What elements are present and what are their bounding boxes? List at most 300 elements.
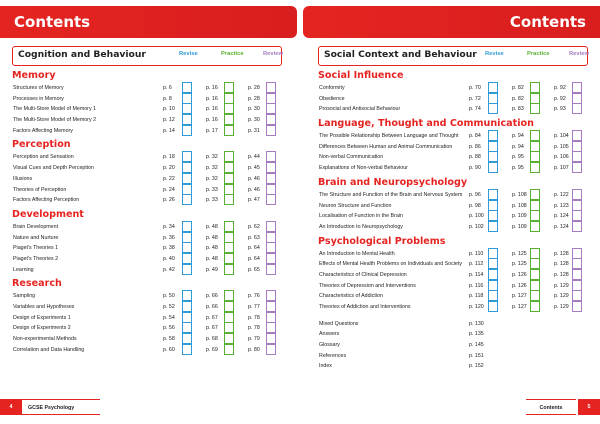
topic-name: Neuron Structure and Function <box>319 202 392 209</box>
review-page: p. 122 <box>554 191 569 198</box>
topic-heading: Memory <box>12 70 56 81</box>
review-checkbox[interactable] <box>266 194 276 205</box>
toc-row <box>12 302 282 313</box>
practice-checkbox[interactable] <box>530 210 540 221</box>
revise-page: p. 74 <box>469 106 481 113</box>
practice-checkbox[interactable] <box>530 280 540 291</box>
review-page: p. 107 <box>554 165 569 172</box>
extras-row <box>318 351 588 362</box>
practice-checkbox[interactable] <box>530 162 540 173</box>
practice-page: p. 94 <box>512 143 524 150</box>
practice-checkbox[interactable] <box>530 221 540 232</box>
practice-page: p. 83 <box>512 106 524 113</box>
review-checkbox[interactable] <box>266 184 276 195</box>
extras-page: p. 151 <box>469 352 484 359</box>
practice-page: p. 95 <box>512 165 524 172</box>
page-title-right: Contents <box>303 6 600 38</box>
revise-page: p. 14 <box>163 127 175 134</box>
practice-page: p. 68 <box>206 336 218 343</box>
revise-checkbox[interactable] <box>488 269 498 280</box>
review-checkbox[interactable] <box>572 280 582 291</box>
topic-name: Visual Cues and Depth Perception <box>13 165 94 172</box>
revise-checkbox[interactable] <box>182 151 192 162</box>
review-page: p. 129 <box>554 293 569 300</box>
review-page: p. 44 <box>248 154 260 161</box>
review-checkbox[interactable] <box>572 189 582 200</box>
revise-checkbox[interactable] <box>182 103 192 114</box>
revise-checkbox[interactable] <box>182 114 192 125</box>
review-checkbox[interactable] <box>572 248 582 259</box>
revise-page: p. 42 <box>163 266 175 273</box>
topic-heading: Perception <box>12 139 71 151</box>
practice-checkbox[interactable] <box>224 221 234 232</box>
review-checkbox[interactable] <box>266 242 276 253</box>
toc-row <box>12 345 282 356</box>
toc-row <box>12 313 282 324</box>
revise-page: p. 58 <box>163 336 175 343</box>
practice-checkbox[interactable] <box>224 344 234 355</box>
revise-page: p. 120 <box>469 304 484 310</box>
topic-name: Characteristics of Addiction <box>319 293 383 300</box>
review-page: p. 28 <box>248 85 260 91</box>
extras-name: Index <box>319 363 332 370</box>
practice-page: p. 66 <box>206 304 218 310</box>
toc-row <box>318 281 588 292</box>
review-checkbox[interactable] <box>266 312 276 323</box>
revise-checkbox[interactable] <box>488 162 498 173</box>
revise-page: p. 38 <box>163 245 175 252</box>
practice-page: p. 33 <box>206 197 218 204</box>
revise-checkbox[interactable] <box>488 151 498 162</box>
revise-checkbox[interactable] <box>182 253 192 264</box>
revise-page: p. 56 <box>163 325 175 332</box>
revise-header: Revise <box>485 51 504 57</box>
topic-name: Obedience <box>319 95 345 102</box>
topic-name: Sampling <box>13 293 36 300</box>
revise-checkbox[interactable] <box>182 312 192 323</box>
review-checkbox[interactable] <box>266 151 276 162</box>
topic-name: Theories of Depression and Interventions <box>319 282 416 289</box>
footer-label: GCSE Psychology <box>28 405 75 411</box>
review-checkbox[interactable] <box>266 82 276 93</box>
review-checkbox[interactable] <box>572 151 582 162</box>
revise-page: p. 88 <box>469 154 481 161</box>
practice-page: p. 32 <box>206 175 218 182</box>
toc-row <box>318 163 588 174</box>
review-checkbox[interactable] <box>266 93 276 104</box>
revise-checkbox[interactable] <box>182 125 192 136</box>
revise-page: p. 110 <box>469 250 484 257</box>
revise-page: p. 26 <box>163 197 175 204</box>
revise-page: p. 20 <box>163 165 175 172</box>
review-page: p. 128 <box>554 261 569 268</box>
revise-page: p. 70 <box>469 85 481 91</box>
section-title: Cognition and Behaviour <box>18 49 146 60</box>
review-page: p. 46 <box>248 175 260 182</box>
revise-page: p. 10 <box>163 106 175 113</box>
toc-row <box>318 222 588 233</box>
practice-checkbox[interactable] <box>530 130 540 141</box>
practice-page: p. 95 <box>512 154 524 161</box>
topic-name: Perception and Sensation <box>13 154 74 161</box>
revise-checkbox[interactable] <box>488 130 498 141</box>
review-page: p. 105 <box>554 143 569 150</box>
review-checkbox[interactable] <box>572 200 582 211</box>
review-page: p. 31 <box>248 127 260 134</box>
extras-page: p. 152 <box>469 363 484 370</box>
review-checkbox[interactable] <box>572 221 582 232</box>
practice-checkbox[interactable] <box>530 151 540 162</box>
review-page: p. 124 <box>554 223 569 230</box>
practice-page: p. 33 <box>206 186 218 193</box>
review-page: p. 129 <box>554 304 569 310</box>
review-checkbox[interactable] <box>572 269 582 280</box>
review-checkbox[interactable] <box>266 103 276 114</box>
review-page: p. 79 <box>248 336 260 343</box>
revise-checkbox[interactable] <box>488 248 498 259</box>
review-checkbox[interactable] <box>266 344 276 355</box>
extras-row <box>318 319 588 330</box>
revise-checkbox[interactable] <box>488 200 498 211</box>
topic-heading: Language, Thought and Communication <box>318 118 534 130</box>
review-checkbox[interactable] <box>572 103 582 114</box>
revise-page: p. 12 <box>163 117 175 124</box>
revise-page: p. 118 <box>469 293 484 300</box>
section-header-cognition <box>12 46 282 66</box>
section-header-social <box>318 46 588 66</box>
toc-row <box>318 270 588 281</box>
practice-header: Practice <box>221 51 244 57</box>
extras-row <box>318 340 588 351</box>
revise-page: p. 84 <box>469 133 481 140</box>
revise-page: p. 60 <box>163 346 175 353</box>
revise-checkbox[interactable] <box>182 82 192 93</box>
toc-row <box>12 185 282 196</box>
extras-name: References <box>319 352 347 359</box>
revise-checkbox[interactable] <box>488 290 498 301</box>
practice-header: Practice <box>527 51 550 57</box>
practice-checkbox[interactable] <box>530 290 540 301</box>
revise-checkbox[interactable] <box>488 93 498 104</box>
review-page: p. 30 <box>248 106 260 113</box>
revise-checkbox[interactable] <box>488 141 498 152</box>
practice-page: p. 108 <box>512 191 527 198</box>
revise-checkbox[interactable] <box>182 162 192 173</box>
practice-checkbox[interactable] <box>224 82 234 93</box>
toc-row <box>12 334 282 345</box>
revise-checkbox[interactable] <box>182 173 192 184</box>
review-checkbox[interactable] <box>266 125 276 136</box>
revise-checkbox[interactable] <box>488 258 498 269</box>
footer-left <box>0 399 100 415</box>
topic-name: An Introduction to Neuropsychology <box>319 223 403 230</box>
revise-page: p. 8 <box>163 95 172 102</box>
revise-checkbox[interactable] <box>182 242 192 253</box>
toc-row <box>12 94 282 105</box>
review-checkbox[interactable] <box>572 130 582 141</box>
extras-page: p. 130 <box>469 320 484 327</box>
practice-page: p. 32 <box>206 165 218 172</box>
practice-checkbox[interactable] <box>224 301 234 312</box>
revise-checkbox[interactable] <box>182 322 192 333</box>
practice-page: p. 49 <box>206 266 218 273</box>
practice-checkbox[interactable] <box>224 173 234 184</box>
toc-row <box>318 201 588 212</box>
revise-checkbox[interactable] <box>488 280 498 291</box>
revise-page: p. 116 <box>469 282 484 289</box>
revise-checkbox[interactable] <box>488 301 498 312</box>
revise-checkbox[interactable] <box>182 344 192 355</box>
topic-name: Brain Development <box>13 223 59 230</box>
topic-name: Piaget's Theories 1 <box>13 245 59 252</box>
review-page: p. 92 <box>554 95 566 102</box>
revise-checkbox[interactable] <box>182 301 192 312</box>
toc-row <box>12 104 282 115</box>
right-column <box>318 46 588 372</box>
practice-checkbox[interactable] <box>224 151 234 162</box>
review-checkbox[interactable] <box>572 258 582 269</box>
revise-header: Revise <box>179 51 198 57</box>
practice-page: p. 108 <box>512 202 527 209</box>
review-header: Review <box>569 51 589 57</box>
practice-checkbox[interactable] <box>224 103 234 114</box>
review-checkbox[interactable] <box>266 333 276 344</box>
practice-checkbox[interactable] <box>530 103 540 114</box>
topic-name: Effects of Mental Health Problems on Individuals and Society <box>319 261 462 268</box>
revise-checkbox[interactable] <box>182 194 192 205</box>
extras-page: p. 135 <box>469 331 484 338</box>
practice-checkbox[interactable] <box>530 141 540 152</box>
practice-checkbox[interactable] <box>224 125 234 136</box>
practice-page: p. 66 <box>206 293 218 300</box>
topic-name: Conformity <box>319 85 345 91</box>
revise-checkbox[interactable] <box>182 333 192 344</box>
practice-page: p. 48 <box>206 234 218 241</box>
topic-name: Nature and Nurture <box>13 234 59 241</box>
review-page: p. 28 <box>248 95 260 102</box>
extras-page: p. 145 <box>469 342 484 349</box>
practice-checkbox[interactable] <box>530 200 540 211</box>
toc-row <box>12 243 282 254</box>
practice-checkbox[interactable] <box>530 258 540 269</box>
extras-row <box>318 329 588 340</box>
practice-page: p. 67 <box>206 325 218 332</box>
topic-name: The Multi-Store Model of Memory 2 <box>13 117 97 124</box>
revise-checkbox[interactable] <box>182 264 192 275</box>
review-page: p. 80 <box>248 346 260 353</box>
practice-page: p. 16 <box>206 85 218 91</box>
revise-page: p. 96 <box>469 191 481 198</box>
revise-checkbox[interactable] <box>182 221 192 232</box>
review-checkbox[interactable] <box>572 141 582 152</box>
practice-page: p. 48 <box>206 245 218 252</box>
review-page: p. 30 <box>248 117 260 124</box>
practice-page: p. 126 <box>512 271 527 278</box>
revise-checkbox[interactable] <box>488 82 498 93</box>
revise-checkbox[interactable] <box>182 93 192 104</box>
toc-row <box>318 249 588 260</box>
practice-page: p. 48 <box>206 223 218 230</box>
toc-row <box>318 83 588 94</box>
revise-page: p. 114 <box>469 271 484 278</box>
practice-page: p. 32 <box>206 154 218 161</box>
practice-page: p. 16 <box>206 117 218 124</box>
practice-checkbox[interactable] <box>530 301 540 312</box>
practice-page: p. 125 <box>512 250 527 257</box>
toc-row <box>318 302 588 313</box>
toc-row <box>12 233 282 244</box>
practice-page: p. 82 <box>512 95 524 102</box>
revise-checkbox[interactable] <box>488 210 498 221</box>
revise-checkbox[interactable] <box>182 290 192 301</box>
review-checkbox[interactable] <box>572 301 582 312</box>
toc-row <box>12 174 282 185</box>
practice-page: p. 48 <box>206 255 218 262</box>
practice-checkbox[interactable] <box>224 162 234 173</box>
topic-name: Theories of Perception <box>13 186 67 193</box>
revise-page: p. 40 <box>163 255 175 262</box>
review-page: p. 77 <box>248 304 260 310</box>
review-page: p. 92 <box>554 85 566 91</box>
practice-checkbox[interactable] <box>224 232 234 243</box>
footer-label: Contents <box>526 399 576 415</box>
topic-name: Prosocial and Antisocial Behaviour <box>319 106 401 113</box>
toc-row <box>318 211 588 222</box>
practice-page: p. 125 <box>512 261 527 268</box>
practice-checkbox[interactable] <box>224 194 234 205</box>
topic-name: An Introduction to Mental Health <box>319 250 395 257</box>
review-checkbox[interactable] <box>572 93 582 104</box>
review-checkbox[interactable] <box>266 162 276 173</box>
practice-checkbox[interactable] <box>224 114 234 125</box>
revise-page: p. 50 <box>163 293 175 300</box>
toc-row <box>12 265 282 276</box>
toc-row <box>12 254 282 265</box>
practice-checkbox[interactable] <box>224 93 234 104</box>
revise-checkbox[interactable] <box>182 232 192 243</box>
review-page: p. 128 <box>554 250 569 257</box>
toc-row <box>318 94 588 105</box>
topic-name: Differences Between Human and Animal Communication <box>319 143 453 150</box>
footer-right <box>526 399 600 415</box>
toc-row <box>12 291 282 302</box>
review-checkbox[interactable] <box>572 82 582 93</box>
practice-page: p. 67 <box>206 314 218 321</box>
review-page: p. 46 <box>248 186 260 193</box>
toc-row <box>12 323 282 334</box>
practice-checkbox[interactable] <box>224 290 234 301</box>
topic-name: Variables and Hypotheses <box>13 304 75 310</box>
toc-row <box>318 259 588 270</box>
review-page: p. 64 <box>248 245 260 252</box>
toc-row <box>318 152 588 163</box>
right-topic-list <box>318 69 588 313</box>
revise-page: p. 90 <box>469 165 481 172</box>
topic-name: The Multi-Store Model of Memory 1 <box>13 106 97 113</box>
practice-page: p. 127 <box>512 304 527 310</box>
review-page: p. 104 <box>554 133 569 140</box>
review-checkbox[interactable] <box>266 322 276 333</box>
practice-page: p. 16 <box>206 106 218 113</box>
revise-page: p. 100 <box>469 213 484 220</box>
toc-row <box>12 152 282 163</box>
review-page: p. 78 <box>248 314 260 321</box>
review-page: p. 124 <box>554 213 569 220</box>
revise-page: p. 24 <box>163 186 175 193</box>
practice-checkbox[interactable] <box>224 312 234 323</box>
toc-row <box>12 222 282 233</box>
revise-page: p. 18 <box>163 154 175 161</box>
review-checkbox[interactable] <box>266 221 276 232</box>
practice-checkbox[interactable] <box>224 264 234 275</box>
revise-page: p. 34 <box>163 223 175 230</box>
left-topic-list <box>12 69 282 355</box>
practice-checkbox[interactable] <box>530 269 540 280</box>
revise-checkbox[interactable] <box>488 103 498 114</box>
review-page: p. 65 <box>248 266 260 273</box>
practice-checkbox[interactable] <box>224 322 234 333</box>
topic-name: Illusions <box>13 175 33 182</box>
review-checkbox[interactable] <box>266 264 276 275</box>
review-checkbox[interactable] <box>572 290 582 301</box>
practice-checkbox[interactable] <box>530 93 540 104</box>
review-checkbox[interactable] <box>266 232 276 243</box>
topic-heading: Social Influence <box>318 70 404 81</box>
review-checkbox[interactable] <box>266 173 276 184</box>
section-title: Social Context and Behaviour <box>324 49 477 60</box>
review-checkbox[interactable] <box>266 253 276 264</box>
topic-name: Correlation and Data Handling <box>13 346 85 353</box>
toc-row <box>12 195 282 206</box>
topic-name: Processes in Memory <box>13 95 64 102</box>
revise-checkbox[interactable] <box>182 184 192 195</box>
practice-checkbox[interactable] <box>224 242 234 253</box>
page-title-left: Contents <box>0 6 297 38</box>
revise-page: p. 112 <box>469 261 484 268</box>
topic-name: Design of Experiments 2 <box>13 325 71 332</box>
revise-checkbox[interactable] <box>488 221 498 232</box>
review-checkbox[interactable] <box>572 210 582 221</box>
page-number: 4 <box>0 399 22 415</box>
practice-checkbox[interactable] <box>530 189 540 200</box>
toc-row <box>12 126 282 137</box>
practice-checkbox[interactable] <box>530 82 540 93</box>
topic-heading: Brain and Neuropsychology <box>318 176 468 188</box>
revise-page: p. 54 <box>163 314 175 321</box>
review-checkbox[interactable] <box>266 290 276 301</box>
practice-checkbox[interactable] <box>224 184 234 195</box>
practice-checkbox[interactable] <box>224 253 234 264</box>
revise-page: p. 86 <box>469 143 481 150</box>
practice-page: p. 17 <box>206 127 218 134</box>
practice-checkbox[interactable] <box>530 248 540 259</box>
revise-page: p. 102 <box>469 223 484 230</box>
topic-name: Factors Affecting Memory <box>13 127 73 134</box>
review-checkbox[interactable] <box>572 162 582 173</box>
topic-name: Factors Affecting Perception <box>13 197 80 204</box>
review-checkbox[interactable] <box>266 301 276 312</box>
practice-page: p. 127 <box>512 293 527 300</box>
practice-checkbox[interactable] <box>224 333 234 344</box>
practice-page: p. 109 <box>512 223 527 230</box>
review-checkbox[interactable] <box>266 114 276 125</box>
revise-checkbox[interactable] <box>488 189 498 200</box>
topic-name: Theories of Addiction and Interventions <box>319 304 411 310</box>
review-page: p. 123 <box>554 202 569 209</box>
review-page: p. 106 <box>554 154 569 161</box>
practice-page: p. 16 <box>206 95 218 102</box>
left-column <box>12 46 282 355</box>
